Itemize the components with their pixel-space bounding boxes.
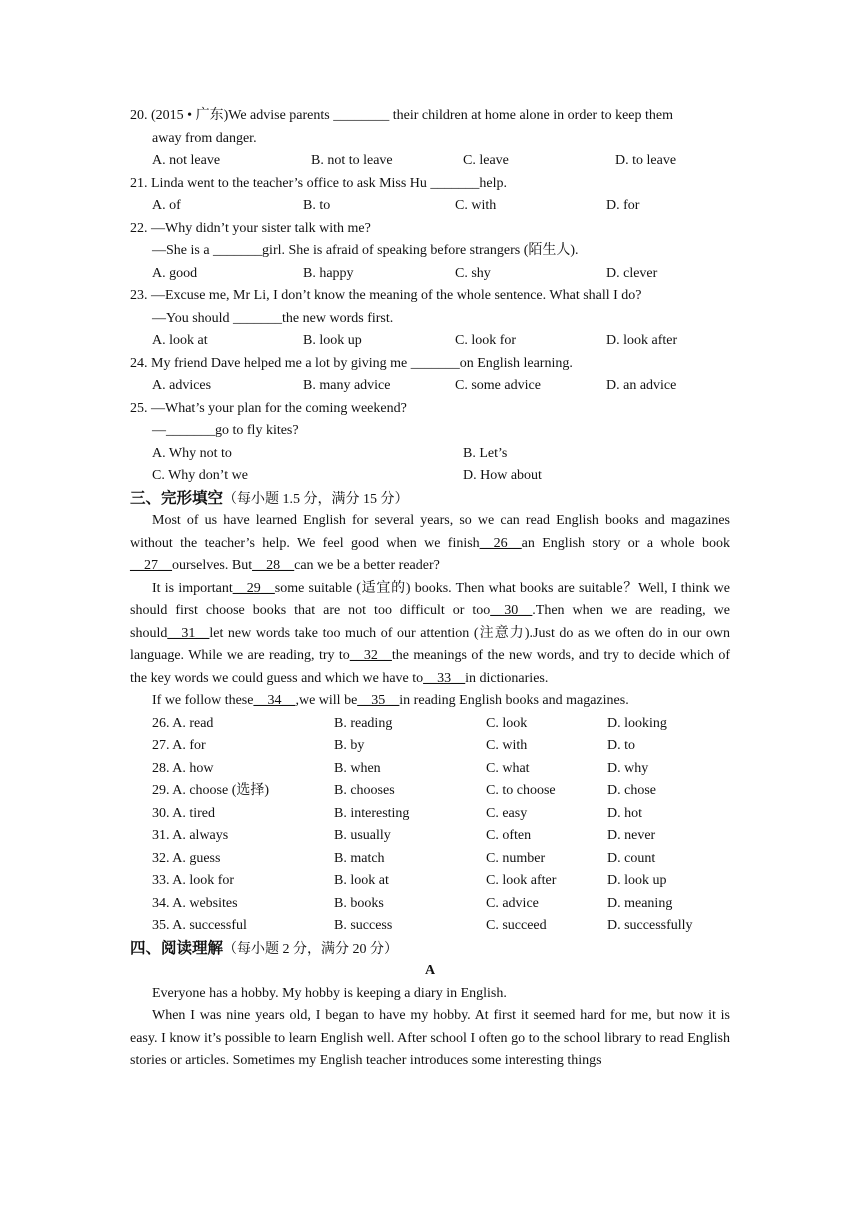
section4-note: （每小题 2 分，满分 20 分）	[223, 941, 399, 957]
section3-title: 三、完形填空	[130, 489, 224, 507]
cloze-option[interactable]: B. by	[334, 738, 365, 753]
text: If we follow these	[152, 693, 254, 708]
blank-27[interactable]: __27__	[130, 558, 172, 573]
q22-stem-line2: —She is a _______girl. She is afraid of speaking before strangers (陌生人).	[152, 243, 579, 258]
q24-option-c[interactable]: C. some advice	[455, 378, 541, 393]
cloze-paragraph-3	[130, 690, 730, 713]
q23-option-d[interactable]: D. look after	[606, 333, 678, 348]
q21-option-c[interactable]: C. with	[455, 198, 497, 213]
q23-option-c[interactable]: C. look for	[455, 333, 517, 348]
q21-option-d[interactable]: D. for	[606, 198, 640, 213]
cloze-row-30	[130, 803, 730, 826]
q25-option-b[interactable]: B. Let’s	[463, 445, 508, 461]
blank-33[interactable]: __33__	[423, 670, 466, 686]
cloze-option[interactable]: D. chose	[607, 783, 656, 798]
q21-option-a[interactable]: A. of	[152, 198, 181, 213]
cloze-option[interactable]: 26. A. read	[152, 715, 214, 731]
q20-option-d[interactable]: D. to leave	[615, 153, 677, 168]
cloze-option[interactable]: D. successfully	[607, 918, 693, 933]
cloze-row-34	[130, 893, 730, 916]
cloze-option[interactable]: B. match	[334, 850, 385, 866]
cloze-option[interactable]: 27. A. for	[152, 738, 206, 753]
cloze-row-29	[130, 780, 730, 803]
text: ourselves. But	[172, 558, 253, 573]
blank-31[interactable]: __31__	[167, 625, 210, 641]
q25-option-c[interactable]: C. Why don’t we	[152, 468, 248, 483]
cloze-option[interactable]: B. look at	[334, 873, 389, 888]
text: let new words take too much of our attention (注意力).Just do as we often do in our own language. While we are reading, try to	[130, 625, 730, 663]
cloze-option[interactable]: D. why	[607, 760, 649, 776]
reading-paragraph-2: When I was nine years old, I began to have my hobby. At first it seemed hard for me, but now it is easy. I know it’s possible to learn English well. After school I often go to the school library to read English stories or articles. Sometimes my English teacher introduces some interesting things	[130, 1008, 730, 1068]
text: .Then when we are reading, we should	[130, 603, 730, 641]
cloze-option[interactable]: 30. A. tired	[152, 805, 215, 821]
cloze-option[interactable]: 31. A. always	[152, 828, 229, 843]
q24-option-a[interactable]: A. advices	[152, 378, 212, 393]
q20-stem-line2: away from danger.	[152, 130, 257, 146]
passage-label: A	[424, 963, 436, 978]
text: in reading English books and magazines.	[399, 693, 629, 708]
text: some suitable (适宜的) books. Then what books are suitable？Well, I think we should first choose books that are not too difficult or too	[130, 580, 731, 618]
q24-option-b[interactable]: B. many advice	[303, 378, 391, 393]
section4-heading	[130, 938, 730, 961]
q25-options-row1	[130, 443, 730, 466]
blank-26[interactable]: __26__	[479, 535, 522, 551]
cloze-option[interactable]: 28. A. how	[152, 760, 214, 776]
blank-28[interactable]: __28__	[252, 558, 295, 573]
q20-option-c[interactable]: C. leave	[463, 153, 509, 168]
section3-heading	[130, 488, 730, 511]
cloze-paragraph-1	[130, 510, 730, 578]
q25-stem-line2: —_______go to fly kites?	[152, 423, 299, 438]
text: can we be a better reader?	[294, 558, 440, 573]
text: an English story or a whole book	[521, 535, 730, 551]
cloze-option[interactable]: B. usually	[334, 828, 391, 843]
cloze-option[interactable]: C. with	[486, 738, 528, 753]
cloze-option[interactable]: 29. A. choose (选择)	[152, 783, 270, 798]
q22-option-c[interactable]: C. shy	[455, 265, 491, 281]
text: It is important	[152, 580, 233, 596]
q24-stem: 24. My friend Dave helped me a lot by giving me _______on English learning.	[130, 355, 573, 371]
cloze-option[interactable]: B. books	[334, 895, 384, 911]
cloze-option[interactable]: 34. A. websites	[152, 895, 238, 911]
cloze-option[interactable]: C. look after	[486, 873, 557, 888]
q22-stem-line1: 22. —Why didn’t your sister talk with me?	[130, 220, 371, 236]
text: ,we will be	[295, 693, 358, 708]
q22-option-d[interactable]: D. clever	[606, 265, 658, 281]
cloze-option[interactable]: C. to choose	[486, 783, 556, 798]
cloze-paragraph-2	[130, 578, 730, 691]
q22-options	[130, 263, 730, 286]
cloze-option[interactable]: C. look	[486, 715, 528, 731]
reading-paragraph-1: Everyone has a hobby. My hobby is keeping a diary in English.	[152, 985, 507, 1001]
cloze-option[interactable]: D. count	[607, 850, 656, 866]
cloze-row-26	[130, 713, 730, 736]
q25-stem-line1: 25. —What’s your plan for the coming weekend?	[130, 400, 407, 416]
cloze-option[interactable]: C. often	[486, 828, 532, 843]
q20-option-b[interactable]: B. not to leave	[311, 153, 393, 168]
cloze-option[interactable]: D. never	[607, 828, 656, 843]
q24-option-d[interactable]: D. an advice	[606, 378, 677, 393]
cloze-option[interactable]: 33. A. look for	[152, 873, 235, 888]
cloze-option[interactable]: D. looking	[607, 715, 667, 731]
exam-page	[130, 105, 730, 1073]
q20-options	[130, 150, 730, 173]
cloze-option[interactable]: D. look up	[607, 873, 667, 888]
q23-option-a[interactable]: A. look at	[152, 333, 208, 348]
cloze-option[interactable]: D. to	[607, 738, 635, 753]
cloze-row-28	[130, 758, 730, 781]
section3-note: （每小题 1.5 分，满分 15 分）	[223, 491, 409, 507]
q23-options	[130, 330, 730, 353]
cloze-row-33	[130, 870, 730, 893]
q23-option-b[interactable]: B. look up	[303, 333, 362, 348]
q22-option-b[interactable]: B. happy	[303, 265, 354, 281]
q25-options-row2	[130, 465, 730, 488]
cloze-option[interactable]: B. chooses	[334, 783, 395, 798]
text: the meanings of the new words, and try to decide which of the key words we could guess and which we have to	[130, 648, 730, 686]
cloze-options	[130, 713, 730, 938]
q23-stem-line1: 23. —Excuse me, Mr Li, I don’t know the meaning of the whole sentence. What shall I do?	[130, 288, 642, 303]
text: Most of us have learned English for several years, so we can read English books and magazines without the teacher’s help. We feel good when we finish	[130, 513, 730, 551]
cloze-option[interactable]: C. easy	[486, 805, 528, 821]
q21-options	[130, 195, 730, 218]
cloze-option[interactable]: 32. A. guess	[152, 850, 221, 866]
cloze-option[interactable]: C. advice	[486, 895, 539, 911]
q22-option-a[interactable]: A. good	[152, 265, 198, 281]
cloze-option[interactable]: C. number	[486, 850, 546, 866]
cloze-row-31	[130, 825, 730, 848]
blank-34[interactable]: __34__	[253, 693, 296, 708]
cloze-option[interactable]: B. when	[334, 760, 381, 776]
q23-stem-line2: —You should _______the new words first.	[152, 310, 394, 326]
cloze-option[interactable]: D. hot	[607, 805, 642, 821]
blank-35[interactable]: __35__	[357, 693, 400, 708]
blank-30[interactable]: __30__	[490, 603, 533, 618]
q21-option-b[interactable]: B. to	[303, 198, 331, 213]
q20-option-a[interactable]: A. not leave	[152, 153, 221, 168]
q25-option-a[interactable]: A. Why not to	[152, 445, 232, 461]
cloze-option[interactable]: C. what	[486, 760, 530, 776]
cloze-option[interactable]: 35. A. successful	[152, 918, 247, 933]
cloze-option[interactable]: B. reading	[334, 715, 393, 731]
blank-29[interactable]: __29__	[232, 580, 275, 596]
q21-stem: 21. Linda went to the teacher’s office to ask Miss Hu _______help.	[130, 175, 508, 191]
blank-32[interactable]: __32__	[349, 648, 392, 663]
cloze-option[interactable]: C. succeed	[486, 918, 547, 933]
cloze-row-35	[130, 915, 730, 938]
q20-stem-line1: 20. (2015 • 广东)We advise parents ________ their children at home alone in order to keep them	[130, 108, 674, 123]
cloze-option[interactable]: B. success	[334, 918, 393, 933]
cloze-row-32	[130, 848, 730, 871]
cloze-option[interactable]: D. meaning	[607, 895, 673, 911]
q24-options	[130, 375, 730, 398]
text: in dictionaries.	[465, 670, 549, 686]
cloze-option[interactable]: B. interesting	[334, 805, 410, 821]
cloze-row-27	[130, 735, 730, 758]
q25-option-d[interactable]: D. How about	[463, 468, 542, 483]
section4-title: 四、阅读理解	[130, 939, 224, 957]
